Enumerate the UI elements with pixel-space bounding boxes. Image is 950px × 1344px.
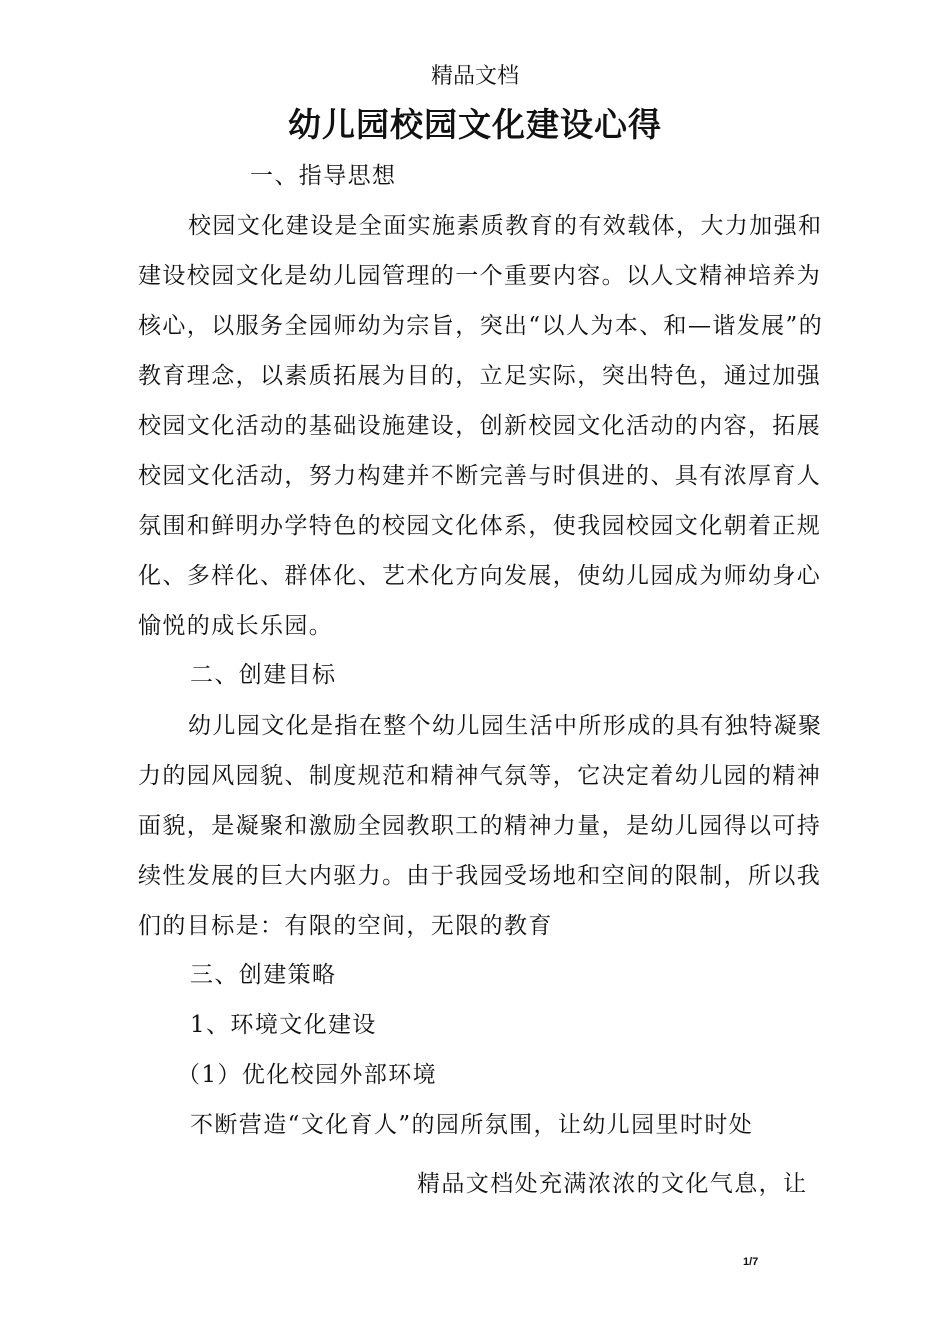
subheading-environment-culture: 1、环境文化建设 xyxy=(190,1012,377,1038)
section-heading-guiding-ideology: 一、指导思想 xyxy=(250,163,397,189)
header-watermark: 精品文档 xyxy=(430,64,519,89)
footer-watermark-text: 精品文档处充满浓浓的文化气息，让 xyxy=(417,1171,808,1197)
paragraph-guiding-ideology: 校园文化建设是全面实施素质教育的有效载体，大力加强和建设校园文化是幼儿园管理的一个重要内容。以人文精神培养为核心，以服务全园师幼为宗旨，突出“以人为本、和—谐发展”的教育理念，以素质拓展为目的，立足实际，突出特色，通过加强校园文化活动的基础设施建设，创新校园文化活动的内容，拓展校园文化活动，努力构建并不断完善与时俱进的、具有浓厚育人氛围和鲜明办学特色的校园文化体系，使我园校园文化朝着正规化、多样化、群体化、艺术化方向发展，使幼儿园成为师幼身心愉悦的成长乐园。 xyxy=(138,213,824,639)
item-heading-external-environment: （1）优化校园外部环境 xyxy=(177,1062,438,1088)
page-number: 1/7 xyxy=(743,1256,759,1268)
section-heading-strategy: 三、创建策略 xyxy=(190,962,337,988)
paragraph-goal: 幼儿园文化是指在整个幼儿园生活中所形成的具有独特凝聚力的园风园貌、制度规范和精神气氛等，它决定着幼儿园的精神面貌，是凝聚和激励全园教职工的精神力量，是幼儿园得以可持续性发展的巨大内驱力。由于我园受场地和空间的限制，所以我们的目标是：有限的空间，无限的教育 xyxy=(138,713,823,939)
document-title: 幼儿园校园文化建设心得 xyxy=(288,105,662,144)
section-heading-goal: 二、创建目标 xyxy=(190,662,337,688)
paragraph-external-environment-line: 不断营造“文化育人”的园所氛围，让幼儿园里时时处 xyxy=(190,1112,754,1138)
